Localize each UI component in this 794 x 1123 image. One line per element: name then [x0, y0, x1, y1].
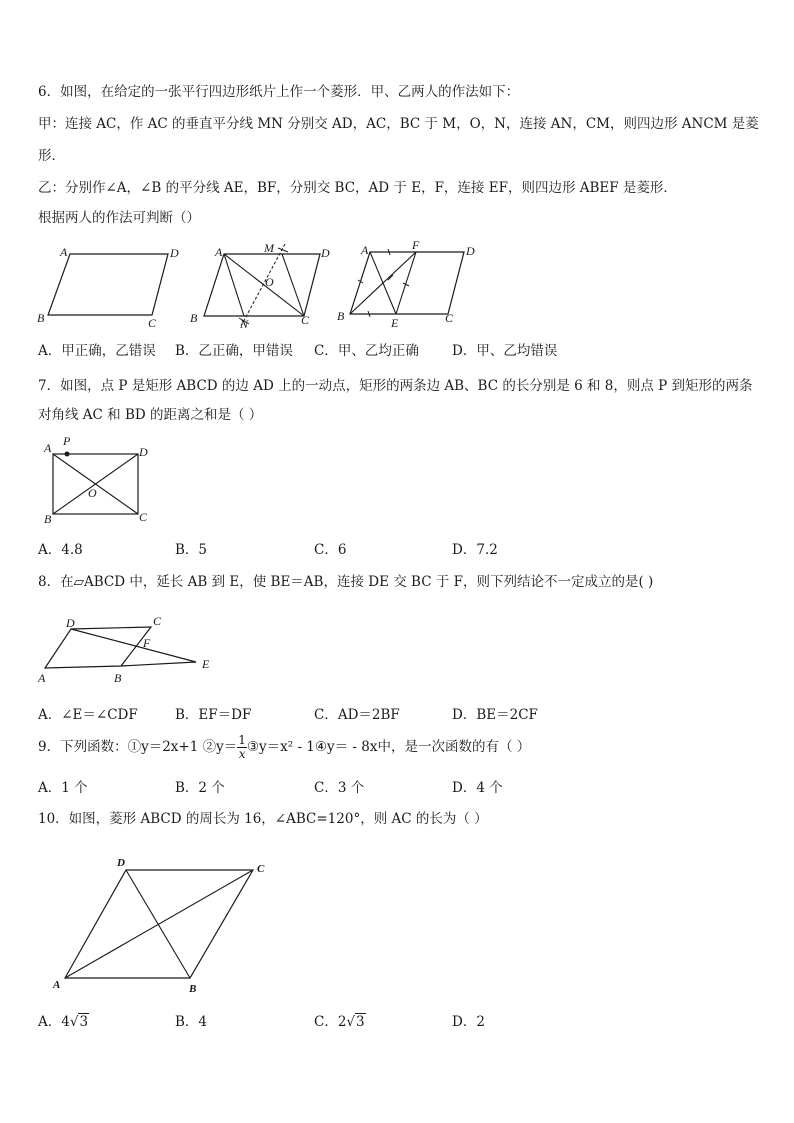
q10-option-b[interactable]: B．4 — [175, 1014, 208, 1030]
label-d: D — [321, 246, 330, 260]
q8-option-c[interactable]: C．AD＝2BF — [314, 707, 400, 723]
q9-prefix: 9．下列函数： — [38, 739, 128, 755]
q6-option-a[interactable]: A．甲正确，乙错误 — [38, 343, 156, 359]
label-n: N — [240, 317, 249, 331]
q6-option-d[interactable]: D．甲、乙均错误 — [452, 343, 558, 359]
q10-option-d[interactable]: D．2 — [452, 1014, 485, 1030]
label-o: O — [88, 486, 97, 500]
q9-function-1: ①y＝2x+1 — [127, 739, 199, 755]
q8-option-a[interactable]: A．∠E＝∠CDF — [38, 707, 138, 723]
label-d: D — [466, 244, 475, 258]
q9-stem — [38, 732, 530, 762]
q9-option-c[interactable]: C．3 个 — [314, 780, 365, 796]
label-b: B — [189, 983, 197, 995]
q9-function-4: ④y＝ - 8x — [314, 739, 378, 755]
q7-figure — [38, 432, 158, 527]
q6-jia-line1: 甲：连接 AC，作 AC 的垂直平分线 MN 分别交 AD，AC，BC 于 M，O，N，连接 AN，CM，则四边形 ANCM 是菱 — [38, 116, 759, 132]
parallelogram — [204, 254, 320, 316]
segment-cm — [282, 254, 304, 316]
label-a: A — [53, 979, 61, 991]
diagonal-ac — [224, 254, 304, 316]
label-c: C — [257, 863, 265, 875]
q9-option-a[interactable]: A．1 个 — [38, 780, 88, 796]
label-a: A — [361, 243, 369, 257]
label-a: A — [215, 245, 223, 259]
label-c: C — [153, 614, 162, 628]
q7-option-c[interactable]: C．6 — [314, 542, 347, 558]
sqrt-radicand: 3 — [79, 1014, 89, 1030]
label-a: A — [44, 441, 52, 455]
parallelogram — [48, 254, 168, 315]
arc-mark-m — [278, 248, 288, 252]
label-e: E — [202, 657, 210, 671]
q10-option-a[interactable]: A．4√3 — [38, 1014, 89, 1030]
segment-an — [224, 254, 244, 316]
q7-option-b[interactable]: B．5 — [175, 542, 208, 558]
q10-stem: 10．如图，菱形 ABCD 的周长为 16，∠ABC=120°，则 AC 的长为（ ） — [38, 811, 488, 827]
label-b: B — [44, 512, 52, 526]
label-a: A — [38, 671, 46, 685]
label-c: C — [445, 311, 454, 325]
q7-stem-line1: 7．如图，点 P 是矩形 ABCD 的边 AD 上的一动点，矩形的两条边 AB、BC 的长分别是 6 和 8，则点 P 到矩形的两条 — [38, 378, 753, 394]
sqrt-radicand: 3 — [356, 1014, 365, 1030]
label-d: D — [139, 445, 148, 459]
q6-option-b[interactable]: B．乙正确，甲错误 — [175, 343, 293, 359]
q9-option-b[interactable]: B．2 个 — [175, 780, 225, 796]
q8-figure — [34, 610, 224, 690]
q7-option-d[interactable]: D．7.2 — [452, 542, 498, 558]
q8-option-d[interactable]: D．BE＝2CF — [452, 707, 538, 723]
label-m: M — [264, 241, 274, 255]
q6-figure-3 — [330, 240, 490, 335]
label-b: B — [190, 311, 198, 325]
label-b: B — [337, 309, 345, 323]
point-p — [65, 452, 70, 457]
q6-yi: 乙：分别作∠A，∠B 的平分线 AE，BF，分别交 BC，AD 于 E，F，连接 EF，则四边形 ABEF 是菱形． — [38, 180, 677, 196]
label-p: P — [63, 434, 71, 448]
diagonal-ac — [65, 870, 253, 978]
q8-option-b[interactable]: B．EF＝DF — [175, 707, 252, 723]
parallelogram — [45, 627, 151, 668]
q6-stem: 6．如图，在给定的一张平行四边形纸片上作一个菱形．甲、乙两人的作法如下： — [38, 84, 520, 100]
label-f: F — [412, 238, 420, 252]
q9-option-d[interactable]: D．4 个 — [452, 780, 503, 796]
q6-figure-1 — [30, 240, 200, 330]
label-a: A — [60, 245, 68, 259]
label-o: O — [265, 275, 274, 289]
q6-figure-2 — [185, 240, 345, 335]
q8-stem: 8．在▱ABCD 中，延长 AB 到 E，使 BE＝AB，连接 DE 交 BC 于 F，则下列结论不一定成立的是( ) — [38, 574, 654, 590]
q7-option-a[interactable]: A．4.8 — [38, 542, 83, 558]
bisector-mn — [241, 244, 285, 326]
label-c: C — [139, 510, 148, 524]
q9-function-3: ③y＝x² - 1 — [246, 739, 315, 755]
label-b: B — [37, 311, 45, 325]
q10-option-c[interactable]: C．2√3 — [314, 1014, 365, 1030]
q6-jia-line2: 形． — [38, 148, 65, 164]
q6-option-c[interactable]: C．甲、乙均正确 — [314, 343, 419, 359]
label-c: C — [301, 313, 310, 327]
label-d: D — [117, 857, 125, 869]
q10-figure — [50, 855, 280, 1000]
segment-de — [71, 629, 196, 662]
fraction-1-over-x: $\frac{1}{x}$ — [238, 733, 246, 761]
extension-be — [121, 662, 196, 666]
q7-stem-line2: 对角线 AC 和 BD 的距离之和是（ ） — [38, 407, 263, 423]
q9-suffix: 中，是一次函数的有（ ） — [377, 739, 531, 755]
label-b: B — [114, 671, 122, 685]
label-f: F — [143, 636, 151, 650]
label-d: D — [170, 246, 179, 260]
parallelogram — [350, 252, 464, 314]
q6-ask: 根据两人的作法可判断（） — [38, 210, 200, 226]
diagonal-bd — [126, 870, 190, 978]
q9-function-2: ②y＝ $\frac{1}{x}$ — [202, 733, 246, 761]
label-c: C — [148, 316, 157, 330]
label-d: D — [66, 616, 75, 630]
label-e: E — [391, 316, 399, 330]
